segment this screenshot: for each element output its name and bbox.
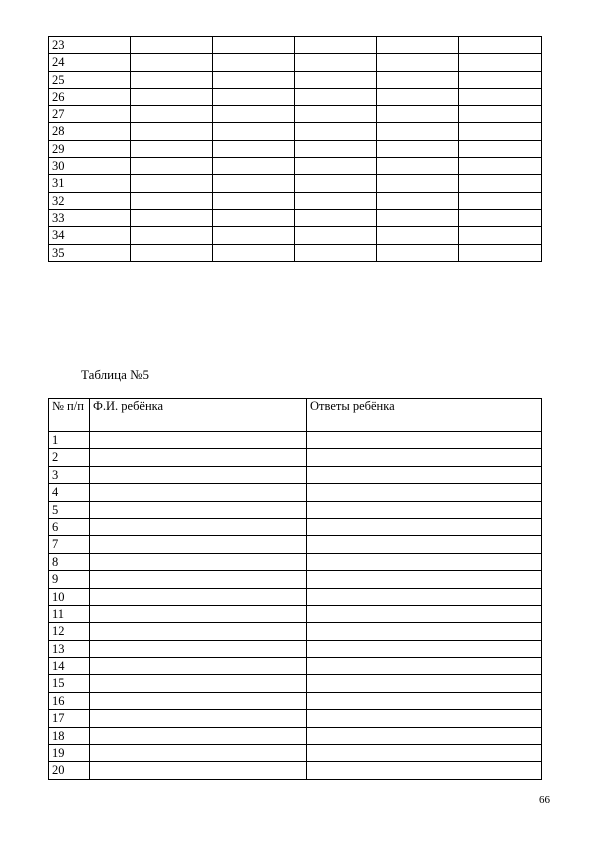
empty-cell (377, 140, 459, 157)
empty-cell (131, 88, 213, 105)
row-number: 35 (49, 244, 131, 261)
table-row (49, 518, 542, 535)
page-number: 66 (539, 794, 550, 806)
row-number: 29 (49, 140, 131, 157)
header-child-answers: Ответы ребёнка (307, 399, 542, 432)
empty-cell (295, 140, 377, 157)
child-answers-cell (307, 762, 542, 779)
child-name-cell (90, 501, 307, 518)
row-number: 8 (49, 553, 90, 570)
child-name-cell (90, 623, 307, 640)
table-row (49, 692, 542, 709)
empty-cell (377, 158, 459, 175)
child-answers-cell (307, 449, 542, 466)
table-row (49, 140, 542, 157)
row-number: 23 (49, 37, 131, 54)
table-caption: Таблица №5 (81, 367, 150, 382)
table-row (49, 192, 542, 209)
table-row (49, 658, 542, 675)
row-number: 34 (49, 227, 131, 244)
table-row (49, 71, 542, 88)
child-answers-cell (307, 466, 542, 483)
child-name-cell (90, 727, 307, 744)
child-answers-cell (307, 588, 542, 605)
row-number: 18 (49, 727, 90, 744)
empty-cell (295, 54, 377, 71)
table-row (49, 571, 542, 588)
child-name-cell (90, 449, 307, 466)
empty-cell (459, 244, 542, 261)
row-number: 32 (49, 192, 131, 209)
empty-cell (131, 71, 213, 88)
empty-cell (377, 106, 459, 123)
table-row (49, 745, 542, 762)
child-name-cell (90, 675, 307, 692)
empty-cell (377, 54, 459, 71)
empty-cell (295, 88, 377, 105)
table-header-row (49, 399, 542, 432)
row-number: 4 (49, 484, 90, 501)
empty-cell (459, 192, 542, 209)
empty-cell (131, 192, 213, 209)
child-answers-cell (307, 501, 542, 518)
empty-cell (459, 71, 542, 88)
row-number: 13 (49, 640, 90, 657)
empty-cell (295, 106, 377, 123)
empty-cell (377, 123, 459, 140)
table-row (49, 710, 542, 727)
empty-cell (459, 209, 542, 226)
child-name-cell (90, 484, 307, 501)
empty-cell (213, 88, 295, 105)
row-number: 14 (49, 658, 90, 675)
empty-cell (213, 123, 295, 140)
empty-cell (213, 54, 295, 71)
table-5 (48, 398, 542, 780)
child-name-cell (90, 466, 307, 483)
table-row (49, 432, 542, 449)
child-name-cell (90, 745, 307, 762)
empty-cell (131, 209, 213, 226)
child-name-cell (90, 762, 307, 779)
empty-cell (459, 37, 542, 54)
child-name-cell (90, 571, 307, 588)
empty-cell (213, 106, 295, 123)
empty-cell (213, 37, 295, 54)
table-row (49, 605, 542, 622)
child-answers-cell (307, 605, 542, 622)
row-number: 19 (49, 745, 90, 762)
row-number: 2 (49, 449, 90, 466)
empty-cell (295, 227, 377, 244)
empty-cell (459, 158, 542, 175)
child-name-cell (90, 432, 307, 449)
table-row (49, 244, 542, 261)
empty-cell (295, 71, 377, 88)
empty-cell (131, 227, 213, 244)
header-child-name: Ф.И. ребёнка (90, 399, 307, 432)
empty-cell (131, 140, 213, 157)
child-answers-cell (307, 727, 542, 744)
empty-cell (295, 123, 377, 140)
header-number: № п/п (49, 399, 90, 432)
row-number: 7 (49, 536, 90, 553)
row-number: 6 (49, 518, 90, 535)
table-row (49, 37, 542, 54)
empty-cell (377, 209, 459, 226)
row-number: 16 (49, 692, 90, 709)
empty-cell (131, 106, 213, 123)
empty-cell (377, 175, 459, 192)
empty-cell (295, 244, 377, 261)
empty-cell (459, 227, 542, 244)
table-row (49, 588, 542, 605)
table-row (49, 484, 542, 501)
child-answers-cell (307, 484, 542, 501)
empty-cell (213, 175, 295, 192)
empty-cell (295, 37, 377, 54)
empty-cell (213, 71, 295, 88)
table-row (49, 209, 542, 226)
row-number: 17 (49, 710, 90, 727)
table-row (49, 640, 542, 657)
empty-cell (131, 123, 213, 140)
row-number: 31 (49, 175, 131, 192)
empty-cell (131, 175, 213, 192)
table-row (49, 106, 542, 123)
empty-cell (131, 158, 213, 175)
row-number: 15 (49, 675, 90, 692)
table-row (49, 449, 542, 466)
table-row (49, 762, 542, 779)
empty-cell (377, 37, 459, 54)
continued-data-table (48, 36, 542, 262)
table-row (49, 54, 542, 71)
empty-cell (459, 140, 542, 157)
child-answers-cell (307, 571, 542, 588)
empty-cell (295, 175, 377, 192)
child-name-cell (90, 605, 307, 622)
child-name-cell (90, 553, 307, 570)
row-number: 33 (49, 209, 131, 226)
table-row (49, 466, 542, 483)
child-answers-cell (307, 675, 542, 692)
empty-cell (213, 244, 295, 261)
row-number: 5 (49, 501, 90, 518)
empty-cell (295, 209, 377, 226)
table-row (49, 227, 542, 244)
row-number: 25 (49, 71, 131, 88)
table-row (49, 553, 542, 570)
empty-cell (377, 192, 459, 209)
row-number: 10 (49, 588, 90, 605)
empty-cell (377, 88, 459, 105)
empty-cell (213, 140, 295, 157)
row-number: 20 (49, 762, 90, 779)
table-row (49, 675, 542, 692)
table-row (49, 123, 542, 140)
child-answers-cell (307, 536, 542, 553)
row-number: 1 (49, 432, 90, 449)
row-number: 9 (49, 571, 90, 588)
child-name-cell (90, 658, 307, 675)
empty-cell (377, 244, 459, 261)
empty-cell (213, 209, 295, 226)
child-answers-cell (307, 658, 542, 675)
table-row (49, 501, 542, 518)
child-answers-cell (307, 553, 542, 570)
empty-cell (459, 123, 542, 140)
empty-cell (459, 106, 542, 123)
table-row (49, 536, 542, 553)
row-number: 11 (49, 605, 90, 622)
empty-cell (295, 158, 377, 175)
child-answers-cell (307, 518, 542, 535)
row-number: 24 (49, 54, 131, 71)
table-row (49, 175, 542, 192)
empty-cell (459, 175, 542, 192)
child-answers-cell (307, 623, 542, 640)
row-number: 12 (49, 623, 90, 640)
empty-cell (459, 88, 542, 105)
empty-cell (131, 37, 213, 54)
child-answers-cell (307, 432, 542, 449)
empty-cell (213, 192, 295, 209)
empty-cell (131, 54, 213, 71)
empty-cell (377, 71, 459, 88)
child-name-cell (90, 588, 307, 605)
child-answers-cell (307, 745, 542, 762)
empty-cell (459, 54, 542, 71)
row-number: 30 (49, 158, 131, 175)
table-row (49, 727, 542, 744)
empty-cell (377, 227, 459, 244)
child-name-cell (90, 710, 307, 727)
row-number: 27 (49, 106, 131, 123)
child-name-cell (90, 518, 307, 535)
empty-cell (295, 192, 377, 209)
table-row (49, 623, 542, 640)
row-number: 3 (49, 466, 90, 483)
table-row (49, 88, 542, 105)
child-name-cell (90, 640, 307, 657)
empty-cell (213, 158, 295, 175)
row-number: 28 (49, 123, 131, 140)
child-name-cell (90, 536, 307, 553)
empty-cell (213, 227, 295, 244)
child-answers-cell (307, 710, 542, 727)
child-name-cell (90, 692, 307, 709)
child-answers-cell (307, 692, 542, 709)
child-answers-cell (307, 640, 542, 657)
empty-cell (131, 244, 213, 261)
table-row (49, 158, 542, 175)
row-number: 26 (49, 88, 131, 105)
